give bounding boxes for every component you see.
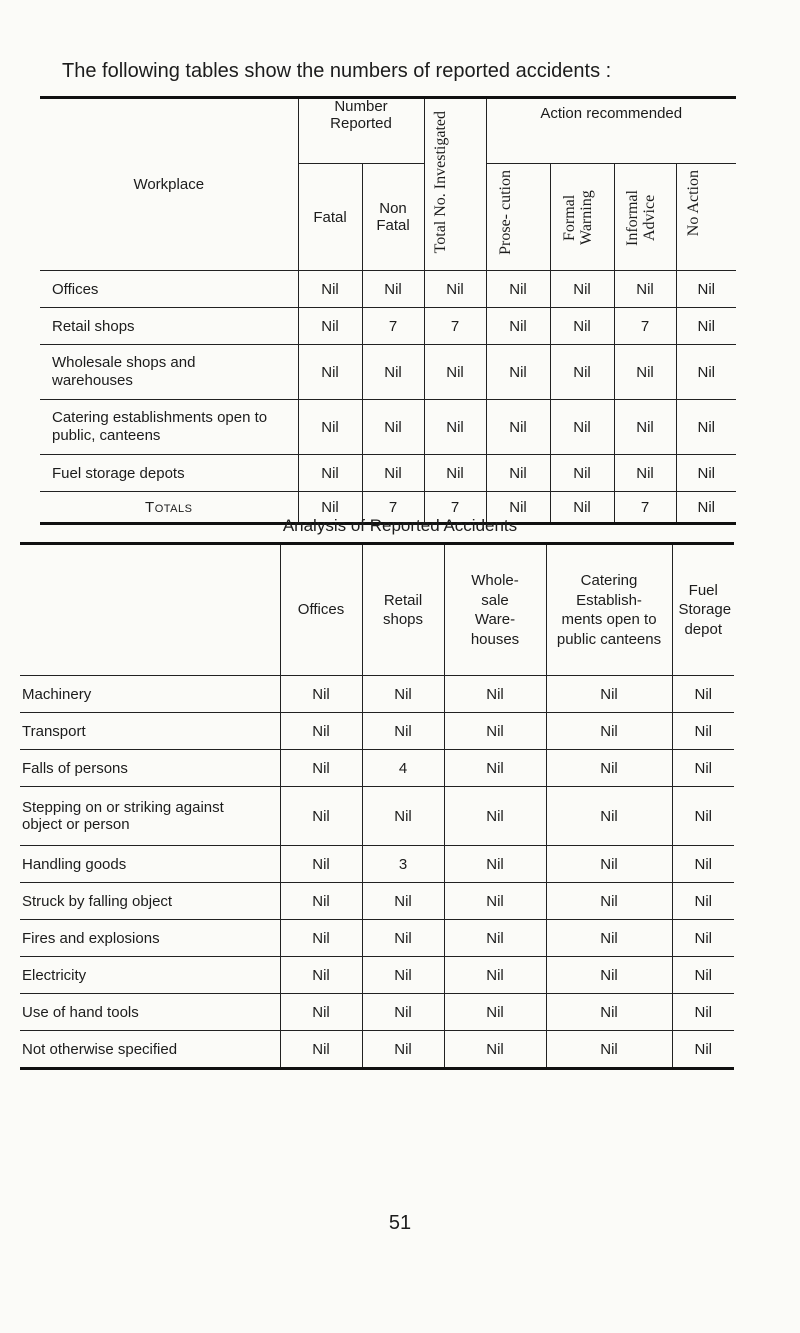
cell: Nil — [550, 271, 614, 308]
cell: Nil — [486, 400, 550, 455]
header-formal-warning: Formal Warning — [550, 164, 614, 271]
cell: Nil — [550, 455, 614, 492]
cell: Nil — [280, 957, 362, 994]
cell: Nil — [614, 455, 676, 492]
cell: Nil — [672, 713, 734, 750]
row-label: Fuel storage depots — [40, 455, 298, 492]
cell: Nil — [546, 883, 672, 920]
cell: Nil — [546, 920, 672, 957]
cell: Nil — [362, 400, 424, 455]
cell: Nil — [614, 400, 676, 455]
cell: Nil — [424, 345, 486, 400]
header-blank — [20, 545, 280, 676]
cell: Nil — [676, 400, 736, 455]
cell: Nil — [550, 345, 614, 400]
cell: Nil — [546, 750, 672, 787]
cell: Nil — [672, 883, 734, 920]
cell: 7 — [362, 492, 424, 524]
table-row — [40, 271, 736, 308]
intro-text: The following tables show the numbers of reported accidents : — [62, 60, 612, 82]
cell: Nil — [444, 994, 546, 1031]
row-label: Wholesale shops and warehouses — [40, 345, 298, 400]
cell: Nil — [444, 846, 546, 883]
row-label: Not otherwise specified — [20, 1031, 280, 1069]
row-label: Transport — [20, 713, 280, 750]
cell: Nil — [280, 1031, 362, 1069]
row-label: Catering establishments open to public, canteens — [40, 400, 298, 455]
cell: Nil — [672, 1031, 734, 1069]
row-label: Stepping on or striking against object or person — [20, 787, 280, 846]
table-row — [20, 957, 734, 994]
table-row — [20, 920, 734, 957]
cell: Nil — [362, 345, 424, 400]
cell: Nil — [362, 787, 444, 846]
cell: Nil — [424, 271, 486, 308]
header-no-action: No Action — [676, 164, 736, 271]
cell: 7 — [614, 308, 676, 345]
page-number: 51 — [388, 1212, 412, 1234]
cell: Nil — [424, 400, 486, 455]
row-label: Offices — [40, 271, 298, 308]
cell: Nil — [362, 994, 444, 1031]
cell: Nil — [550, 492, 614, 524]
cell: Nil — [444, 920, 546, 957]
cell: Nil — [486, 345, 550, 400]
cell: Nil — [444, 750, 546, 787]
cell: Nil — [298, 400, 362, 455]
cell: 7 — [362, 308, 424, 345]
table-row — [40, 308, 736, 345]
cell: Nil — [672, 676, 734, 713]
cell: Nil — [672, 957, 734, 994]
table-row — [20, 787, 734, 846]
cell: Nil — [444, 787, 546, 846]
cell: Nil — [546, 676, 672, 713]
cell: Nil — [298, 492, 362, 524]
cell: Nil — [676, 271, 736, 308]
cell: Nil — [672, 846, 734, 883]
header-fuel-storage: Fuel Storage depot — [672, 545, 734, 676]
cell: Nil — [486, 492, 550, 524]
row-label: Electricity — [20, 957, 280, 994]
cell: Nil — [550, 308, 614, 345]
cell: Nil — [486, 308, 550, 345]
cell: Nil — [362, 455, 424, 492]
cell: Nil — [550, 400, 614, 455]
cell: Nil — [546, 846, 672, 883]
reported-accidents-table — [40, 96, 736, 525]
header-number-reported: Number Reported — [298, 99, 424, 164]
cell: Nil — [486, 455, 550, 492]
cell: Nil — [672, 994, 734, 1031]
header-non-fatal: Non Fatal — [362, 164, 424, 271]
header-action-recommended: Action recommended — [486, 99, 736, 164]
cell: Nil — [280, 846, 362, 883]
table-row — [20, 994, 734, 1031]
cell: Nil — [444, 1031, 546, 1069]
cell: Nil — [362, 713, 444, 750]
table-row — [20, 676, 734, 713]
cell: Nil — [280, 713, 362, 750]
cell: 7 — [424, 308, 486, 345]
table-row — [20, 750, 734, 787]
cell: Nil — [486, 271, 550, 308]
table-row — [40, 345, 736, 400]
header-offices: Offices — [280, 545, 362, 676]
cell: Nil — [362, 920, 444, 957]
cell: Nil — [362, 883, 444, 920]
cell: Nil — [298, 345, 362, 400]
table-row — [40, 400, 736, 455]
cell: 3 — [362, 846, 444, 883]
totals-label: Totals — [145, 498, 193, 516]
header-fatal: Fatal — [298, 164, 362, 271]
table-row — [20, 1031, 734, 1069]
header-catering: Catering Establish- ments open to public canteens — [546, 545, 672, 676]
row-label: Fires and explosions — [20, 920, 280, 957]
cell: 4 — [362, 750, 444, 787]
header-wholesale: Whole- sale Ware- houses — [444, 545, 546, 676]
cell: Nil — [546, 1031, 672, 1069]
accident-analysis-table — [20, 542, 734, 1070]
cell: Nil — [672, 787, 734, 846]
cell: Nil — [546, 957, 672, 994]
header-retail-shops: Retail shops — [362, 545, 444, 676]
cell: Nil — [676, 492, 736, 524]
cell: Nil — [298, 308, 362, 345]
table-row — [20, 846, 734, 883]
cell: Nil — [280, 920, 362, 957]
cell: Nil — [676, 455, 736, 492]
cell: Nil — [546, 787, 672, 846]
cell: Nil — [672, 750, 734, 787]
cell: Nil — [546, 713, 672, 750]
cell: Nil — [444, 883, 546, 920]
cell: Nil — [280, 750, 362, 787]
table-row — [40, 455, 736, 492]
cell: Nil — [280, 787, 362, 846]
header-prosecution: Prose- cution — [486, 164, 550, 271]
header-informal-advice: Informal Advice — [614, 164, 676, 271]
cell: Nil — [362, 957, 444, 994]
header-workplace: Workplace — [40, 99, 298, 271]
cell: Nil — [280, 994, 362, 1031]
table-caption: Analysis of Reported Accidents — [282, 516, 518, 535]
cell: Nil — [444, 713, 546, 750]
cell: Nil — [362, 271, 424, 308]
cell: Nil — [546, 994, 672, 1031]
cell: Nil — [362, 676, 444, 713]
header-total-investigated: Total No. Investigated — [424, 99, 486, 271]
cell: 7 — [424, 492, 486, 524]
table-row — [20, 713, 734, 750]
cell: Nil — [362, 1031, 444, 1069]
cell: Nil — [280, 676, 362, 713]
table-row — [20, 883, 734, 920]
cell: Nil — [614, 345, 676, 400]
cell: Nil — [444, 676, 546, 713]
cell: Nil — [280, 883, 362, 920]
cell: Nil — [676, 308, 736, 345]
row-label: Falls of persons — [20, 750, 280, 787]
cell: Nil — [424, 455, 486, 492]
row-label: Handling goods — [20, 846, 280, 883]
cell: Nil — [672, 920, 734, 957]
row-label: Struck by falling object — [20, 883, 280, 920]
row-label: Use of hand tools — [20, 994, 280, 1031]
cell: Nil — [614, 271, 676, 308]
cell: Nil — [298, 455, 362, 492]
cell: 7 — [614, 492, 676, 524]
cell: Nil — [298, 271, 362, 308]
row-label: Machinery — [20, 676, 280, 713]
row-label: Retail shops — [40, 308, 298, 345]
cell: Nil — [444, 957, 546, 994]
cell: Nil — [676, 345, 736, 400]
